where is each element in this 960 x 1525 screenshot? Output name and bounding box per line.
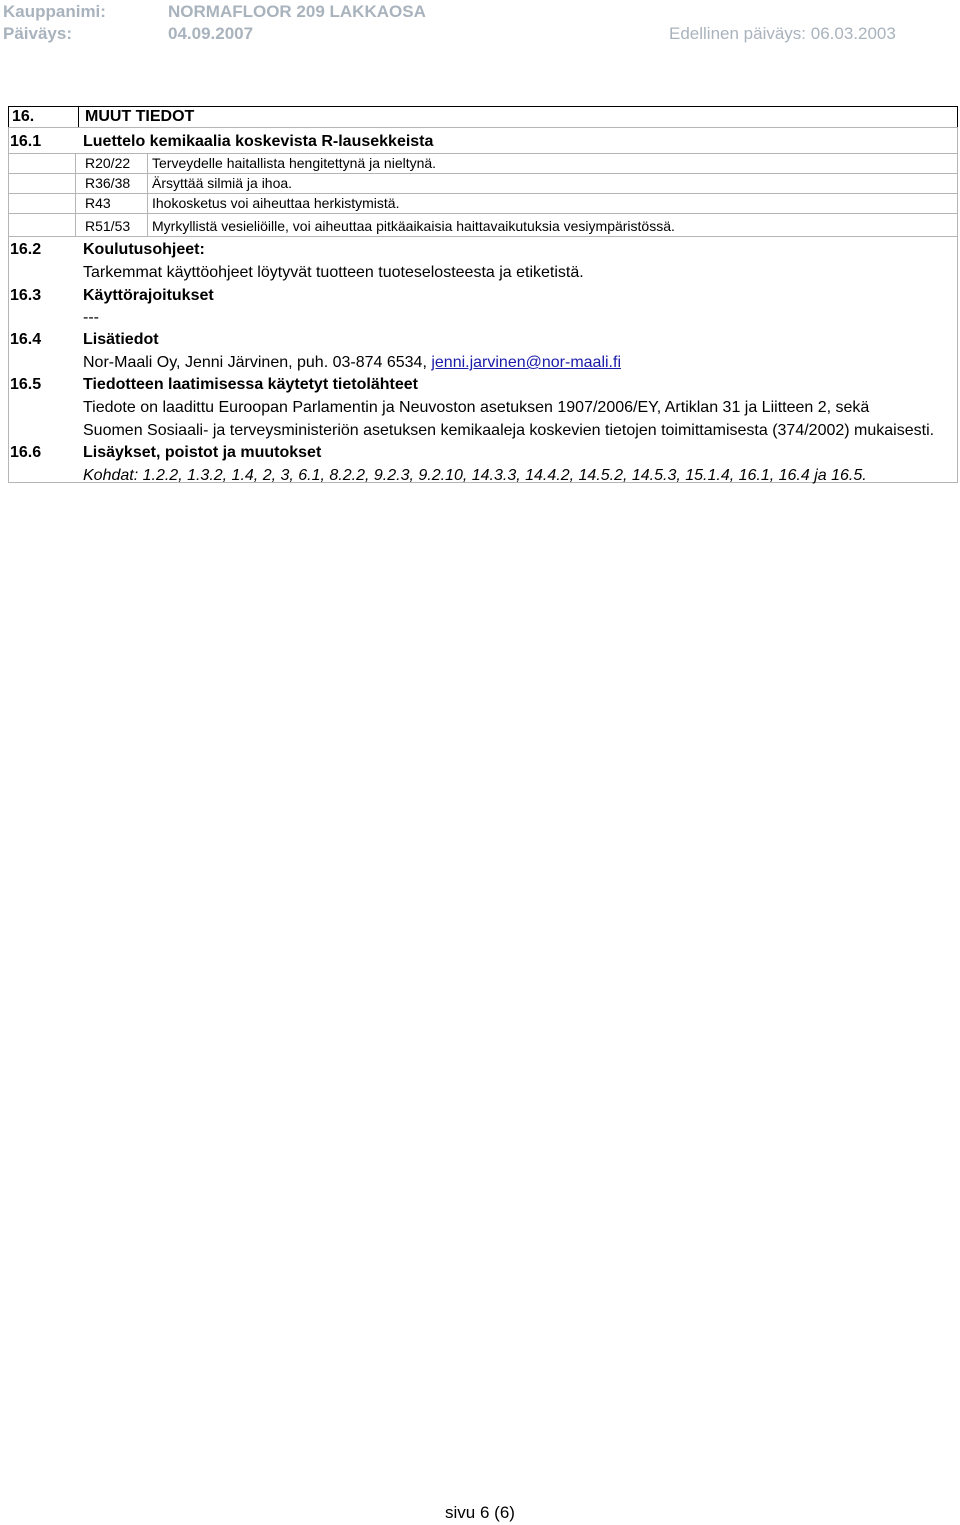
r-phrase-text: Ärsyttää silmiä ja ihoa. (152, 175, 293, 191)
training-text: Tarkemmat käyttöohjeet löytyvät tuotteen tuoteselosteesta ja etiketistä. (83, 264, 584, 281)
r-phrase-code: R36/38 (85, 175, 131, 191)
subsection-number-16-3: 16.3 (10, 287, 42, 304)
section-header (8, 106, 958, 128)
r-phrase-row (9, 154, 957, 174)
section-title: MUUT TIEDOT (85, 108, 195, 125)
subsection-title-16-6: Lisäykset, poistot ja muutokset (83, 444, 322, 461)
subsection-title-16-1: Luettelo kemikaalia koskevista R-lausekkeista (83, 133, 434, 150)
previous-date: Edellinen päiväys: 06.03.2003 (669, 24, 896, 43)
r-phrase-row (9, 174, 957, 194)
section-number: 16. (9, 107, 79, 127)
subsection-number-16-5: 16.5 (10, 376, 42, 393)
r-phrase-code: R43 (85, 195, 111, 211)
subsection-title-16-5: Tiedotteen laatimisessa käytetyt tietolähteet (83, 376, 418, 393)
seller-value: NORMAFLOOR 209 LAKKAOSA (168, 2, 426, 21)
r-phrase-text: Myrkyllistä vesieliöille, voi aiheuttaa pitkäaikaisia haittavaikutuksia vesiympäristössä. (152, 218, 675, 234)
subsection-title-16-2: Koulutusohjeet: (83, 241, 205, 258)
sources-line-2: Suomen Sosiaali- ja terveysministeriön asetuksen kemikaaleja koskevien tietojen toimittamisesta (374/2002) mukaisesti. (83, 422, 935, 439)
r-phrase-row (9, 214, 957, 236)
r-phrase-row (9, 194, 957, 214)
seller-label: Kauppanimi: (3, 2, 106, 21)
subsection-number-16-1: 16.1 (10, 133, 42, 150)
r-phrases-table (8, 153, 958, 237)
changes-text: Kohdat: 1.2.2, 1.3.2, 1.4, 2, 3, 6.1, 8.2.2, 9.2.3, 9.2.10, 14.3.3, 14.4.2, 14.5.2, 14.5.3, 15.1.4, 16.1, 16.4 ja 16.5. (83, 467, 867, 484)
restrictions-text: --- (83, 309, 99, 326)
subsection-title-16-4: Lisätiedot (83, 331, 159, 348)
subsection-number-16-4: 16.4 (10, 331, 42, 348)
contact-text: Nor-Maali Oy, Jenni Järvinen, puh. 03-874 6534, (83, 354, 432, 371)
page-number: sivu 6 (6) (445, 1503, 515, 1522)
sources-line-1: Tiedote on laadittu Euroopan Parlamentin ja Neuvoston asetuksen 1907/2006/EY, Artiklan 31 ja Liitteen 2, sekä (83, 399, 870, 416)
r-phrase-text: Terveydelle haitallista hengitettynä ja nieltynä. (152, 155, 437, 171)
subsection-title-16-3: Käyttörajoitukset (83, 287, 214, 304)
subsection-number-16-2: 16.2 (10, 241, 42, 258)
date-value: 04.09.2007 (168, 24, 254, 43)
subsection-number-16-6: 16.6 (10, 444, 42, 461)
contact-line (83, 353, 621, 373)
contact-email-link[interactable]: jenni.jarvinen@nor-maali.fi (431, 354, 621, 371)
r-phrase-code: R20/22 (85, 155, 131, 171)
r-phrase-code: R51/53 (85, 218, 131, 234)
r-phrase-text: Ihokosketus voi aiheuttaa herkistymistä. (152, 195, 400, 211)
date-label: Päiväys: (3, 24, 72, 43)
